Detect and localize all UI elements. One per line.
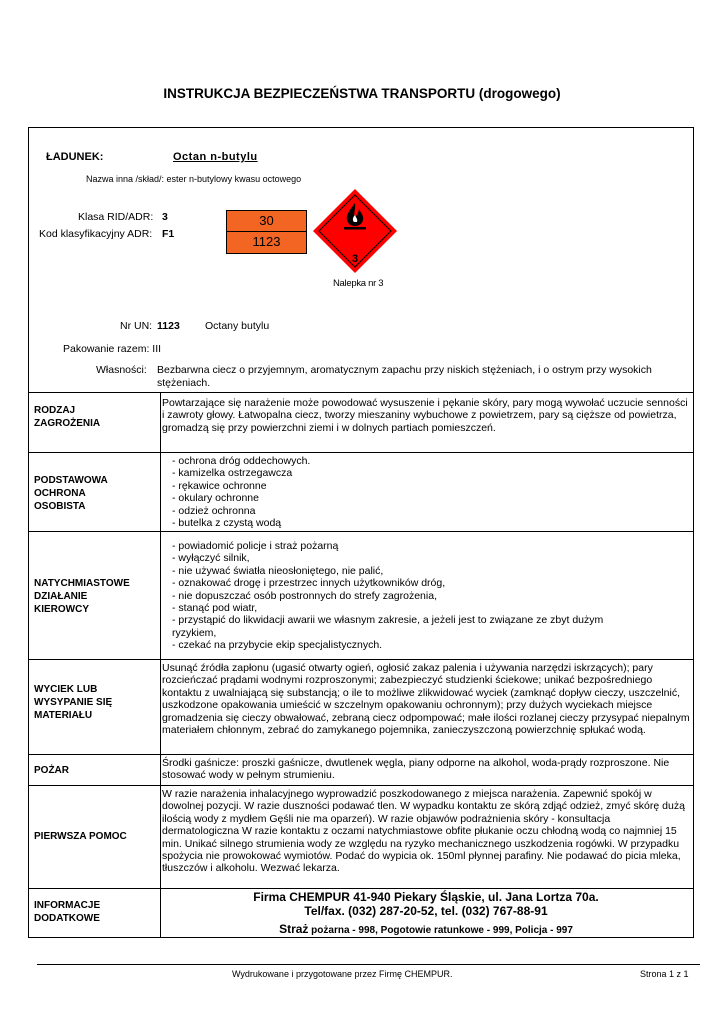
firstaid-text: W razie narażenia inhalacyjnego wyprowadzić poszkodowanego z miejsca narażenia. Zapewnić spokój w dowolnej pozycji. W razie duszności podawać tlen. W wypadku kontaktu ze skórą zdjąć odzież, zmyć skórę dużą ilością wody z mydłem Gęśli nie ma oparzeń). W razie objawów podrażnienia skóry - konsultacja dermatologiczna W razie kontaktu z oczami natychmiastowe obfite płukanie oczu chłodną wodą co najmniej 15 min. Unikać silnego strumienia wody ze względu na ryzyko mechanicznego uszkodzenia rogówki. W przypadku spożycia nie prowokować wymiotów. Podać do wypicia ok. 150ml płynnej parafiny. Nie podawać do picia mleka, tłuszczów i alkoholu. Wezwać lekarza.: [162, 788, 685, 875]
un-plate-number: 1123: [252, 233, 281, 249]
hazard-id-number: 30: [227, 211, 306, 232]
ppe-list: [162, 455, 690, 529]
footer-text: Wydrukowane i przygotowane przez Firmę CHEMPUR.: [232, 969, 453, 979]
divider: [28, 659, 694, 660]
emergency-numbers: Straż pożarna - 998, Pogotowie ratunkowe - 999, Policja - 997: [279, 922, 573, 936]
code-label: Kod klasyfikacyjny ADR:: [39, 228, 153, 240]
divider: [28, 531, 694, 532]
list-item: - kamizelka ostrzegawcza: [172, 467, 690, 479]
info-label: INFORMACJE DODATKOWE: [34, 900, 101, 924]
properties-label: Własności:: [96, 364, 147, 376]
list-item: - nie używać światła nieosłoniętego, nie palić,: [172, 565, 632, 577]
code-value: F1: [162, 228, 175, 240]
divider: [28, 754, 694, 755]
spill-label: WYCIEK LUB WYSYPANIE SIĘ MATERIAŁU: [34, 684, 113, 721]
un-value: 1123: [157, 320, 180, 332]
list-item: - przystąpić do likwidacji awarii we własnym zakresie, a jeżeli jest to związane ze zbyt dużym ryzykiem,: [172, 614, 632, 639]
alt-name: Nazwa inna /skład/: ester n-butylowy kwasu octowego: [86, 174, 302, 184]
fire-label: POŻAR: [34, 765, 69, 776]
class-label: Klasa RID/ADR:: [78, 211, 154, 223]
footer-rule: [37, 964, 700, 965]
hazard-label: RODZAJ ZAGROŻENIA: [34, 405, 101, 429]
properties-text: Bezbarwna ciecz o przyjemnym, aromatycznym zapachu przy niskich stężeniach, i o ostrym przy wysokich stężeniach.: [157, 364, 652, 389]
column-divider: [160, 392, 161, 938]
divider: [28, 392, 694, 393]
ppe-label: PODSTAWOWA OCHRONA OSOBISTA: [34, 475, 108, 512]
packing-group: Pakowanie razem: III: [63, 343, 162, 355]
fire-text: Środki gaśnicze: proszki gaśnicze, dwutlenek węgla, piany odporne na alkohol, woda-prądy rozproszone. Nie stosować wody w pełnym strumieniu.: [162, 757, 670, 782]
class-value: 3: [162, 211, 168, 223]
flammable-label-icon: [313, 189, 397, 273]
hazard-text: Powtarzające się narażenie może powodować wysuszenie i pękanie skóry, pary mogą wywołać uczucie senności i zawroty głowy. Łatwopalna ciecz, tworzy mieszaniny wybuchowe z powietrzem, pary są cięższe od powietrza, gromadzą się przy powierzchni ziemi i w dolnych partiach pomieszczeń.: [162, 397, 688, 434]
product-name: Octan n-butylu: [173, 151, 258, 163]
un-label: Nr UN:: [120, 320, 153, 332]
list-item: - czekać na przybycie ekip specjalistycznych.: [172, 639, 632, 651]
company-name: Firma CHEMPUR 41-940 Piekary Śląskie, ul. Jana Lortza 70a.: [253, 890, 599, 904]
company-phone: Tel/fax. (032) 287-20-52, tel. (032) 767-88-91: [304, 904, 548, 918]
divider: [28, 452, 694, 453]
list-item: - stanąć pod wiatr,: [172, 602, 632, 614]
list-item: - oznakować drogę i przestrzec innych użytkowników dróg,: [172, 577, 632, 589]
label-number: 3: [351, 253, 359, 265]
list-item: - odzież ochronna: [172, 505, 690, 517]
page-number: Strona 1 z 1: [640, 969, 689, 979]
spill-text: Usunąć źródła zapłonu (ugasić otwarty ogień, ogłosić zakaz palenia i używania narzędzi iskrzących); pary rozcieńczać prądami wodnymi rozproszonymi; zabezpieczyć studzienki ściekowe; unikać bezpośredniego kontaktu z uwalniającą się substancją; o ile to możliwe zlikwidować wyciek (zamknąć dopływ cieczy, uszczelnić, uszkodzone opakowania umieścić w szczelnym opakowaniu ochronnym); przy dużych wyciekach miejsce gromadzenia się cieczy obwałować, zebraną ciecz odpompować; małe ilości rozlanej cieczy przysypać niepalnym materiałem chłonnym, zebrać do zamykanego pojemnika, zanieczyszczoną powierzchnię spłukać wodą.: [162, 662, 690, 737]
list-item: - nie dopuszczać osób postronnych do strefy zagrożenia,: [172, 590, 632, 602]
firstaid-label: PIERWSZA POMOC: [34, 831, 127, 842]
list-item: - wyłączyć silnik,: [172, 552, 632, 564]
label-caption: Nalepka nr 3: [333, 278, 384, 289]
cargo-label: ŁADUNEK:: [46, 151, 104, 163]
list-item: - okulary ochronne: [172, 492, 690, 504]
urgent-label: NATYCHMIASTOWE DZIAŁANIE KIEROWCY: [34, 578, 130, 615]
urgent-list: [162, 540, 632, 652]
list-item: - ochrona dróg oddechowych.: [172, 455, 690, 467]
divider: [28, 785, 694, 786]
list-item: - butelka z czystą wodą: [172, 517, 690, 529]
un-description: Octany butylu: [205, 320, 270, 332]
list-item: - rękawice ochronne: [172, 480, 690, 492]
orange-plate: [226, 210, 307, 254]
page-title: INSTRUKCJA BEZPIECZEŃSTWA TRANSPORTU (drogowego): [163, 86, 561, 101]
list-item: - powiadomić policje i straż pożarną: [172, 540, 632, 552]
divider: [28, 888, 694, 889]
